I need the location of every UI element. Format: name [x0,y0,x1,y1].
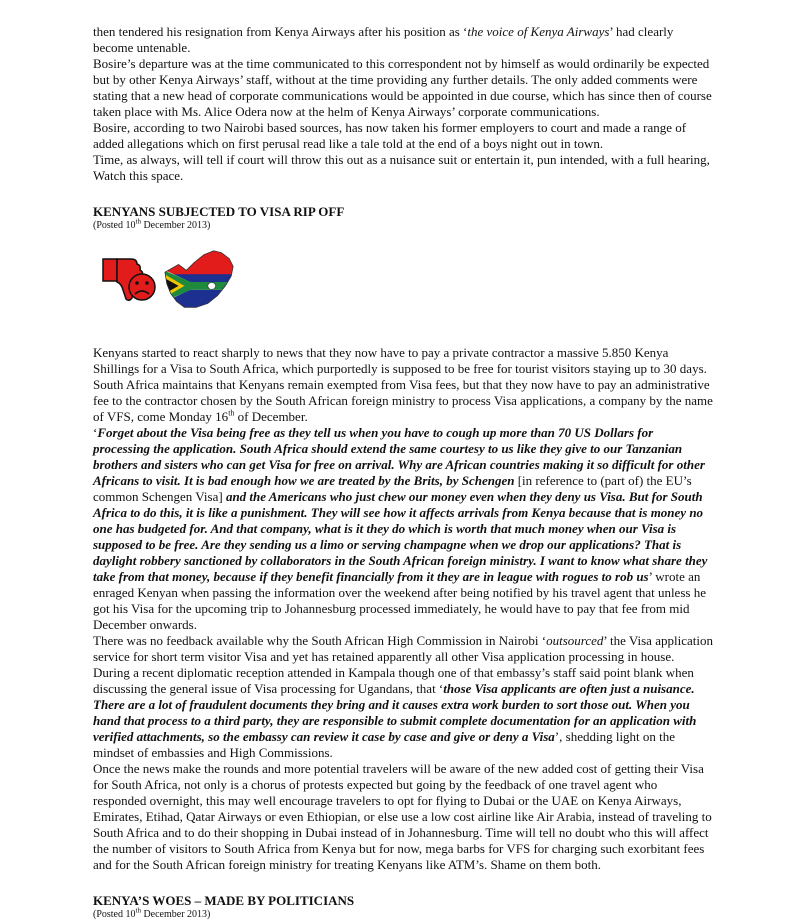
text-run: ’ wrote an enraged Kenyan when passing the information over the weekend after being notified by his travel agent that unless he got his Visa for the upcoming trip to Johannesburg processed immediately, he would have to pay that fee from mid December onwards. [93,569,706,632]
text-run: outsourced [546,633,604,648]
posted-date-2: (Posted 10th December 2013) [93,906,211,920]
text-run: th [228,408,235,418]
south-africa-flag-map-icon [161,243,239,321]
thumbs-down-sad-face-icon [97,249,157,309]
text-run: ’ the Visa application service for short term visitor Visa and yet has retained apparently all other Visa application processing in house. During a recent diplomatic reception attended in Kampala though one of that embassy’s staff said point blank when discussing the general issue of Visa processing for Ugandans, that ‘ [93,633,713,696]
article-images [93,243,713,333]
text-run: ‘ [93,425,98,440]
text-run: ’ had clearly become untenable. [93,24,674,55]
text-run: of December. [234,409,308,424]
text-run: There was no feedback available why the South African High Commission in Nairobi ‘ [93,633,547,648]
text-run: Kenyans started to react sharply to news that they now have to pay a private contractor a massive 5.850 Kenya Shillings for a Visa to South Africa, which purportedly is supposed to be free for tourist visitors staying up to 30 days. South Africa maintains that Kenyans remain exempted from Visa fees, but that they now have to pay an administrative fee to the contractor chosen by the South African foreign ministry to process Visa applications, a company by the name of VFS, come Monday 16 [93,345,713,424]
text-run: Forget about the Visa being free as they tell us when you have to cough up more than 70 US Dollars for processing the application. South Africa should extend the same courtesy to us like they give to our Tanzanian brothers and sisters who can get Visa for free on arrival. Why are African countries making it so difficult for other Africans to visit. It is bad enough how we are treated by the Brits, by Schengen [93,425,705,488]
intro-paragraph-3: Bosire, according to two Nairobi based sources, has now taken his former employers to court and made a range of added allegations which on first perusal read like a tale told at the end of a boys night out in town. [93,120,687,151]
text-run: then tendered his resignation from Kenya Airways after his position as ‘ [93,24,468,39]
article-paragraph-3 [93,633,713,761]
article-heading-visa-rip-off: KENYANS SUBJECTED TO VISA RIP OFF [93,204,345,219]
article-paragraph-1 [93,345,713,425]
intro-paragraph-2: Bosire’s departure was at the time communicated to this correspondent not by himself as would ordinarily be expected but by other Kenya Airways’ staff, without at the time providing any further details. The only added comments were stating that a new head of corporate communications would be appointed in due course, which has since then of course taken place with Ms. Alice Odera now at the helm of Kenya Airways’ corporate communications. [93,56,712,119]
text-run: ’, shedding light on the mindset of embassies and High Commissions. [93,729,676,760]
text-run: those Visa applicants are often just a nuisance. There are a lot of fraudulent documents they bring and it causes extra work burden to sort those out. When you hand that process to a third party, they are responsible to submit complete documentation for an application with verified attachments, so the embassy can review it case by case and give or deny a Visa [93,681,697,744]
article-paragraph-2-quote [93,425,713,633]
article-paragraph-4: Once the news make the rounds and more potential travelers will be aware of the new added cost of getting their Visa for South Africa, not only is a chorus of protests expected but going by the feedback of one travel agent who responded overnight, this may well encourage travelers to opt for flying to Dubai or the UAE on Kenya Airways, Emirates, Etihad, Qatar Airways or even Ethiopian, or else use a low cost airline like Air Arabia, instead of traveling to South Africa and to do their shopping in Dubai instead of in Johannesburg. Time will tell no doubt who this will affect the number of visitors to South Africa from Kenya but for now, mega barbs for VFS for charging such exorbitant fees and for the South African foreign ministry for treating Kenyans like ATM’s. Shame on them both. [93,761,712,872]
text-run: [in reference to (part of) the EU’s common Schengen Visa] [93,473,692,504]
text-run: and the Americans who just chew our money even when they deny us Visa. But for South Africa to do this, it is like a punishment. They will see how it affects arrivals from Kenya because that is money no one has budgeted for. And that company, what is it they do which is worth that much money when our Visa is supposed to be free. Are they sending us a limo or serving champagne when we drop our applications? That is daylight robbery sanctioned by collaborators in the South African foreign ministry. I want to know what share they take from that money, because if they benefit financially from it they are in league with rogues to rob us [93,489,708,584]
text-run: the voice of Kenya Airways [467,24,610,39]
intro-paragraph-4: Time, as always, will tell if court will throw this out as a nuisance suit or entertain it, pun intended, with a full hearing, Watch this space. [93,152,710,183]
posted-date: (Posted 10th December 2013) [93,217,211,231]
intro-paragraph-1 [93,24,713,56]
article-heading-kenyas-woes: KENYA’S WOES – MADE BY POLITICIANS [93,893,355,908]
document-page [93,24,713,920]
